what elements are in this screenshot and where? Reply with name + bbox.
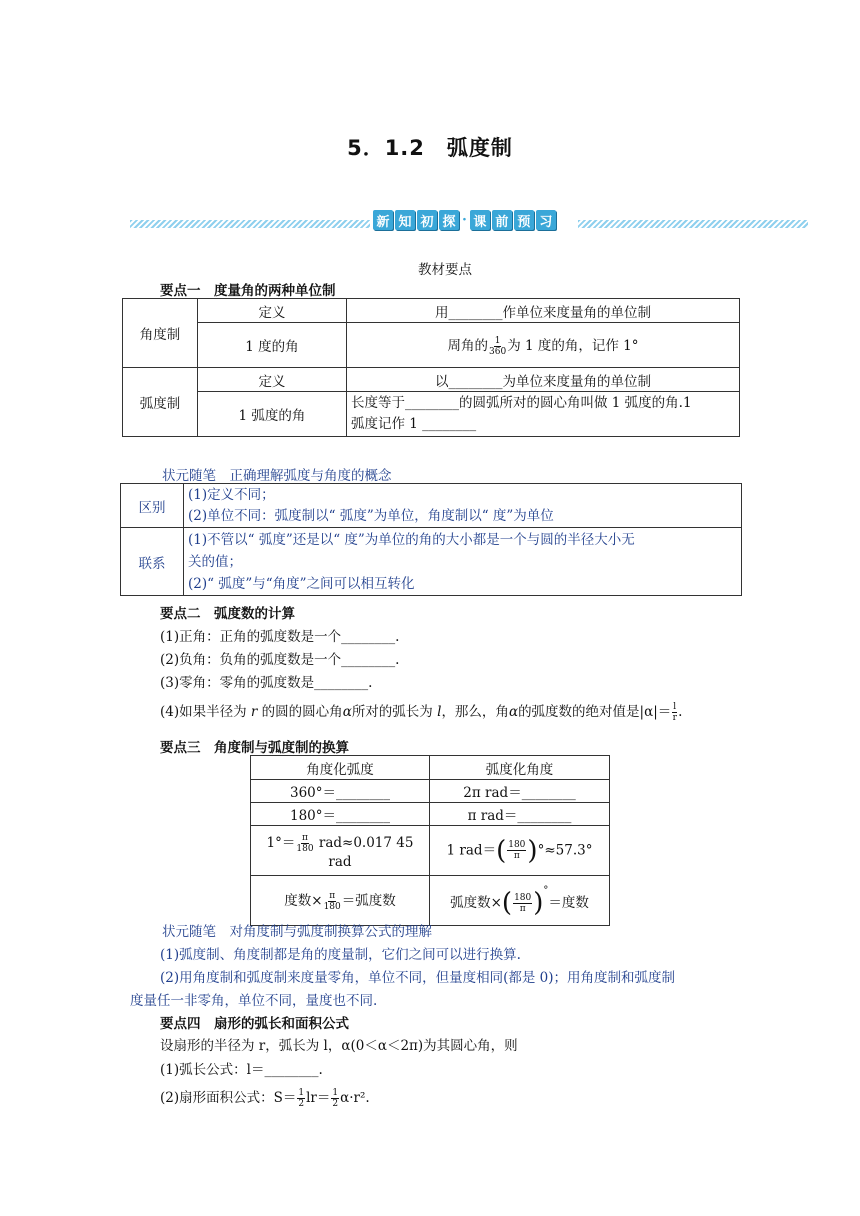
one-degree-label: 1 度的角 (198, 323, 347, 368)
col-radian-to-degree: 弧度化角度 (430, 756, 610, 780)
banner-hatch-left (130, 220, 370, 228)
one-degree-definition: 周角的 $\frac{1}{360}$ 为 1 度的角，记作 1° (347, 323, 740, 368)
banner-char: 习 (536, 210, 556, 230)
fraction: $\frac{180}{\pi}$ (514, 892, 532, 914)
point2-line2: (2)负角：负角的弧度数是一个________. (160, 652, 400, 668)
note2-line1: (1)弧度制、角度制都是角的度量制，它们之间可以进行换算. (160, 947, 521, 963)
angle-definition: 用________作单位来度量角的单位制 (347, 299, 740, 323)
definition-label: 定义 (198, 299, 347, 323)
banner-hatch-right (578, 220, 808, 228)
section-title: 教材要点 (418, 262, 472, 278)
one-radian-definition: 长度等于________的圆弧所对的圆心角叫做 1 弧度的角.1 弧度记作 1 ________ (347, 392, 740, 437)
difference-content: (1)定义不同； (2)单位不同：弧度制以“ 弧度”为单位，角度制以“ 度”为单位 (184, 484, 742, 528)
concept-table (120, 483, 742, 596)
radian-system-label: 弧度制 (123, 368, 198, 437)
banner-char: 课 (470, 210, 490, 230)
connection-label: 联系 (121, 528, 184, 596)
point4-heading: 要点四 扇形的弧长和面积公式 (160, 1016, 349, 1032)
conversion-cell: 度数× $\frac{\pi}{180}$ ＝弧度数 (251, 876, 430, 926)
banner-dot: · (462, 212, 467, 228)
fraction: $\frac{1}{2}$ (298, 1088, 305, 1109)
conversion-cell: 360°＝________ (251, 780, 430, 803)
point2-heading: 要点二 弧度数的计算 (160, 606, 295, 622)
difference-label: 区别 (121, 484, 184, 528)
point2-line1: (1)正角：正角的弧度数是一个________. (160, 629, 400, 645)
one-radian-label: 1 弧度的角 (198, 392, 347, 437)
fraction: $\frac{180}{\pi}$ (508, 840, 526, 861)
point4-line3: (2)扇形面积公式：S＝ $\frac{1}{2}$ lr＝ $\frac{1}{2}$ α·r². (160, 1088, 370, 1109)
fraction: $\frac{1}{360}$ (489, 335, 507, 357)
definition-label: 定义 (198, 368, 347, 392)
point4-line1: 设扇形的半径为 r，弧长为 l，α(0＜α＜2π)为其圆心角，则 (160, 1038, 518, 1054)
point4-line2: (1)弧长公式：l＝________. (160, 1062, 323, 1078)
col-degree-to-radian: 角度化弧度 (251, 756, 430, 780)
fraction: $\frac{\pi}{180}$ (296, 833, 314, 854)
conversion-cell: 1°＝ $\frac{\pi}{180}$ rad≈0.017 45 rad (251, 826, 430, 876)
note2-line3: 度量任一非零角，单位不同，量度也不同. (130, 993, 378, 1009)
connection-content: (1)不管以“ 弧度”还是以“ 度”为单位的角的大小都是一个与圆的半径大小无 关的值； (2)“ 弧度”与“角度”之间可以相互转化 (184, 528, 742, 596)
radian-definition: 以________为单位来度量角的单位制 (347, 368, 740, 392)
point1-heading: 要点一 度量角的两种单位制 (160, 283, 336, 299)
banner-char: 初 (417, 210, 437, 230)
note1-heading: 状元随笔 正确理解弧度与角度的概念 (162, 468, 392, 484)
conversion-cell: 1 rad＝ ( $\frac{180}{\pi}$ ) °≈57.3° (430, 826, 610, 876)
point2-line4: (4)如果半径为 r 的圆的圆心角α所对的弧长为 l，那么，角α的弧度数的绝对值是|α|＝ $\frac{l}{r}$ . (160, 702, 683, 723)
conversion-cell: 弧度数× ( $\frac{180}{\pi}$ ) °＝度数 (430, 876, 610, 926)
conversion-cell: 2π rad＝________ (430, 780, 610, 803)
banner-char: 探 (439, 210, 459, 230)
note2-line2: (2)用角度制和弧度制来度量零角，单位不同，但量度相同(都是 0)；用角度制和弧度制 (160, 970, 676, 986)
page-title: 5．1.2 弧度制 (347, 136, 513, 160)
conversion-table (250, 755, 610, 926)
note2-heading: 状元随笔 对角度制与弧度制换算公式的理解 (162, 924, 432, 940)
point2-line3: (3)零角：零角的弧度数是________. (160, 675, 373, 691)
fraction: $\frac{l}{r}$ (672, 702, 677, 723)
angle-system-label: 角度制 (123, 299, 198, 368)
conversion-cell: 180°＝________ (251, 803, 430, 826)
fraction: $\frac{1}{2}$ (332, 1088, 339, 1109)
unit-system-table (122, 298, 740, 437)
banner-char: 新 (373, 210, 393, 230)
banner-char: 预 (514, 210, 534, 230)
conversion-cell: π rad＝________ (430, 803, 610, 826)
banner-char: 知 (395, 210, 415, 230)
section-banner (373, 210, 556, 230)
fraction: $\frac{\pi}{180}$ (323, 891, 341, 912)
banner-char: 前 (492, 210, 512, 230)
point3-heading: 要点三 角度制与弧度制的换算 (160, 740, 349, 756)
